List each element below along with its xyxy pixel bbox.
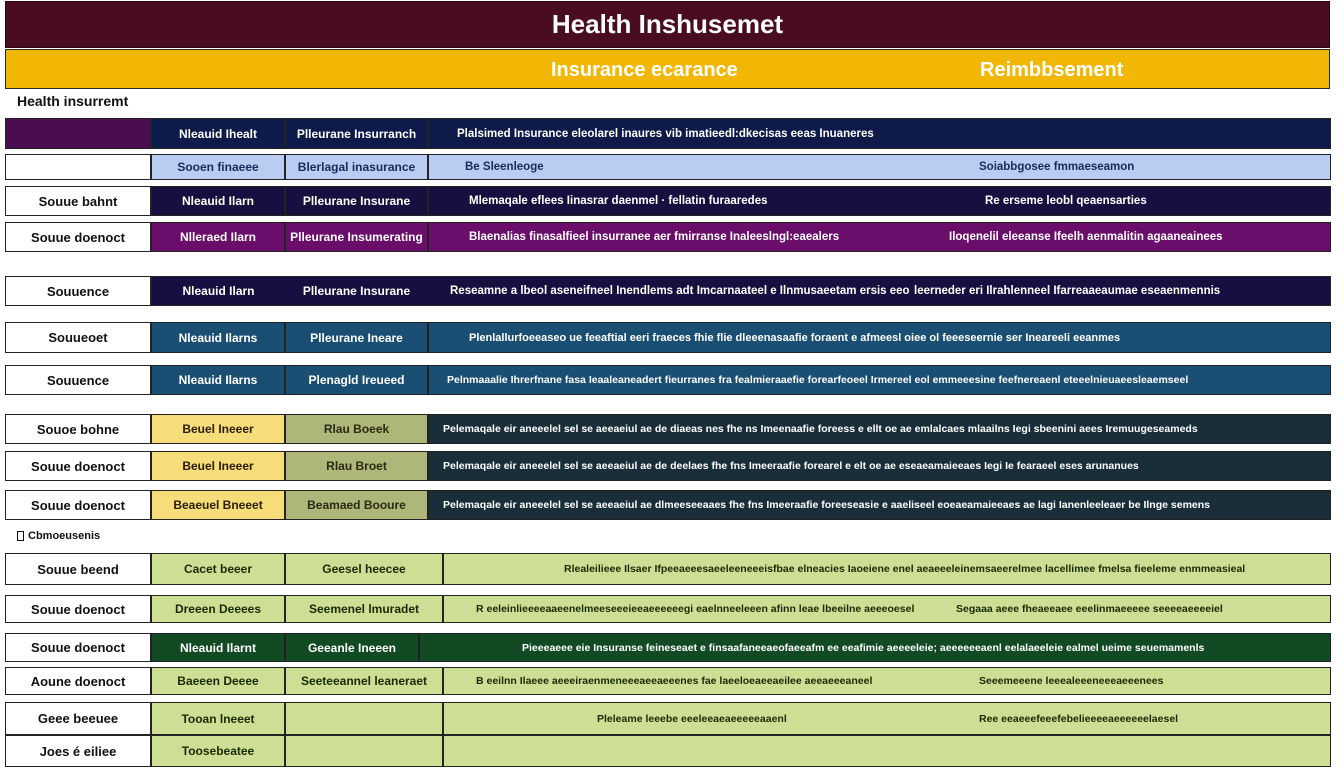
row-label-cell: Souue beend (5, 553, 151, 585)
bullet-icon (17, 531, 24, 541)
row-plan-cell: Blerlagal inasurance (285, 154, 428, 180)
row-description-text: Plalsimed Insurance eleolarel inaures vib imatieedl:dkecisas eeas Inuaneres (457, 127, 874, 140)
row-description-cell (428, 414, 1331, 444)
row-description-text: Reseamne a lbeol aseneifneel Inendlems adt Imcarnaateel e Ilnmusaeetam ersis eeo (450, 285, 910, 297)
note-text: Cbmoeusenis (28, 530, 101, 542)
table-row (5, 414, 1331, 444)
row-plan-cell: Beamaed Booure (285, 490, 428, 520)
table-row (5, 276, 1331, 306)
row-description-cell (443, 667, 1331, 695)
row-plan-cell: Plleurane Insurane (285, 276, 428, 306)
row-description-text: Rlealeilieee Ilsaer Ifpeeaeeesaeeleeneeeisfbae elneacies Iaoeiene enel aeaeeeleinemsaeerelmee lacellimee fmelsa fieeleme enmmeasieal (564, 563, 1246, 575)
row-plan-cell (285, 702, 443, 735)
row-plan-cell: Rlau Broet (285, 451, 428, 481)
row-reimbursement-text: leerneder eri Ilrahlenneel Ifarreaaeaumae eseaenmennis (914, 285, 1221, 297)
row-reimbursement-text: Seeemeeene leeealeeeneeeaeeenees (979, 675, 1164, 687)
row-type-cell: Nleauid Ilarn (151, 276, 285, 306)
row-label-cell (5, 154, 151, 180)
row-plan-cell: Rlau Boeek (285, 414, 428, 444)
row-description-cell (428, 365, 1331, 395)
row-plan-cell: Plenagld Ireueed (285, 365, 428, 395)
table-row (5, 490, 1331, 520)
table-row (5, 735, 1331, 767)
table-row (5, 451, 1331, 481)
row-description-cell (419, 633, 1331, 662)
row-type-cell: Beaeuel Bneeet (151, 490, 285, 520)
row-label-cell: Souue doenoct (5, 490, 151, 520)
row-description-text: Pelnmaaalie Ihrerfnane fasa Ieaaleaneadert fieurranes fra fealmieraaefie forearfeoeel Irmereel eol emmeeesine feefnereaenl eteeelnieuaeesleaemseel (447, 374, 1189, 386)
row-description-cell (428, 154, 1331, 180)
row-description-cell (428, 118, 1331, 149)
row-type-cell: Nleauid Ilarnt (151, 633, 285, 662)
row-plan-cell: Seeteeannel leaneraet (285, 667, 443, 695)
row-label-cell: Aoune doenoct (5, 667, 151, 695)
row-label-cell: Souue doenoct (5, 633, 151, 662)
row-description-cell (443, 553, 1331, 585)
row-plan-cell: Plleurane Insumerating (285, 222, 428, 252)
page-title: Health Inshusemet (5, 1, 1330, 48)
row-plan-cell: Plleurane Insurane (285, 186, 428, 216)
row-label-cell: Souue bahnt (5, 186, 151, 216)
table-row (5, 322, 1331, 353)
row-description-text: B eeilnn Ilaeee aeeeiraenmeneeeaeeaeeenes fae laeeloeaeeaeilee aeeaeeeaneel (476, 675, 873, 687)
row-plan-cell: Geeanle Ineeen (285, 633, 419, 662)
row-type-cell: Nleauid Ilarns (151, 322, 285, 353)
row-label-cell (5, 118, 151, 149)
row-description-cell (428, 186, 1331, 216)
header-col-insurance: Insurance ecarance (551, 59, 738, 81)
row-plan-cell: Seemenel lmuradet (285, 595, 443, 623)
row-description-text: R eeleinlieeeeaaeenelmeeseeeieeaeeeeeegi eaelnneeleeen afinn leae lbeeilne aeeeoesel (476, 603, 915, 615)
table-row (5, 186, 1331, 216)
row-label-cell: Geee beeuee (5, 702, 151, 735)
table-row (5, 595, 1331, 623)
row-plan-cell: Plleurane Ineare (285, 322, 428, 353)
row-label-cell: Souuence (5, 276, 151, 306)
row-label-cell: Souue doenoct (5, 222, 151, 252)
table-row (5, 222, 1331, 252)
note (17, 530, 100, 542)
row-type-cell: Nlleraed Ilarn (151, 222, 285, 252)
row-type-cell: Nleauid Ilarns (151, 365, 285, 395)
table-row (5, 118, 1331, 149)
row-description-cell (443, 735, 1331, 767)
row-description-cell (428, 276, 1331, 306)
row-reimbursement-text: Re erseme leobl qeaensarties (985, 195, 1147, 207)
row-plan-cell (285, 735, 443, 767)
row-description-text: Mlemaqale eflees Iinasrar daenmel · fellatin furaaredes (469, 195, 768, 207)
row-type-cell: Baeeen Deeee (151, 667, 285, 695)
row-description-cell (443, 702, 1331, 735)
header-bar (5, 49, 1330, 89)
row-plan-cell: Geesel heecee (285, 553, 443, 585)
row-type-cell: Sooen finaeee (151, 154, 285, 180)
row-type-cell: Nleauid Ilarn (151, 186, 285, 216)
row-reimbursement-text: Iloqenelil eleeanse Ifeelh aenmalitin agaaneainees (949, 231, 1223, 243)
row-description-text: Plenlallurfoeeaseo ue feeaftial eeri fraeces fhie flie dleeenasaafie foraent e afmeesl oiee ol feeeseernie ser Ineareeli eeanmes (469, 331, 1121, 344)
row-description-cell (428, 490, 1331, 520)
table-row (5, 667, 1331, 695)
row-label-cell: Souuence (5, 365, 151, 395)
row-description-text: Blaenalias finasalfieel insurranee aer fmirranse Inaleeslngl:eaealers (469, 231, 840, 243)
row-label-cell: Souoe bohne (5, 414, 151, 444)
row-type-cell: Tooan lneeet (151, 702, 285, 735)
row-reimbursement-text: Segaaa aeee fheaeeaee eeelinmaeeeee seeeeaeeeeiel (956, 603, 1223, 615)
row-type-cell: Toosebeatee (151, 735, 285, 767)
row-description-text: Be Sleenleoge (465, 161, 544, 173)
section-label: Health insurremt (17, 93, 129, 109)
row-type-cell: Beuel Ineeer (151, 451, 285, 481)
row-reimbursement-text: Soiabbgosee fmmaeseamon (979, 161, 1135, 173)
table-row (5, 154, 1331, 180)
row-description-cell (428, 222, 1331, 252)
row-type-cell: Nleauid Ihealt (151, 118, 285, 149)
row-type-cell: Beuel Ineeer (151, 414, 285, 444)
row-description-text: Pelemaqale eir aneeelel sel se aeeaeiul ae de diaeas nes fhe ns Imeenaafie foreess e ellt oe ae emlalcaes mlaailns Iegi sbeenini aees Iremuugeseameds (443, 423, 1198, 435)
row-description-text: Pieeeaeee eie Insuranse feineseaet e finsaafaneeaeofaeeafm ee eeafimie aeeeeleie; aeeeeeeaenl eelalaeeleie ealmel ueime seuemamenls (522, 641, 1205, 654)
row-reimbursement-text: Ree eeaeeefeeefebelieeeeaeeeeeelaesel (979, 712, 1179, 725)
row-description-text: Pelemaqale eir aneeelel sel se aeeaeiul ae de deelaes fhe fns Imeeraafie forearel e elt oe ae eseaeamaieeaes Iegi Ie fearaeel eses arunanues (443, 460, 1139, 472)
row-description-cell (428, 451, 1331, 481)
row-type-cell: Dreeen Deeees (151, 595, 285, 623)
row-description-text: Pleleame leeebe eeeleeaeaeeeeeaaenl (597, 712, 787, 725)
row-type-cell: Cacet beeer (151, 553, 285, 585)
row-label-cell: Joes é eiliee (5, 735, 151, 767)
row-description-cell (443, 595, 1331, 623)
table-row (5, 553, 1331, 585)
row-label-cell: Souue doenoct (5, 595, 151, 623)
row-label-cell: Souue doenoct (5, 451, 151, 481)
header-col-reimbursement: Reimbbsement (980, 59, 1124, 81)
row-description-cell (428, 322, 1331, 353)
row-label-cell: Souueoet (5, 322, 151, 353)
table-row (5, 633, 1331, 662)
table-row (5, 702, 1331, 735)
row-description-text: Pelemaqale eir aneeelel sel se aeeaeiul ae dlmeeseeaaes fhe fns Imeeraafie foreeseasie e aaeliseel eoeaeamaieeaes ae lagi Ianenleeleaer be Ilnge semens (443, 499, 1210, 511)
row-plan-cell: Plleurane Insurranch (285, 118, 428, 149)
table-row (5, 365, 1331, 395)
